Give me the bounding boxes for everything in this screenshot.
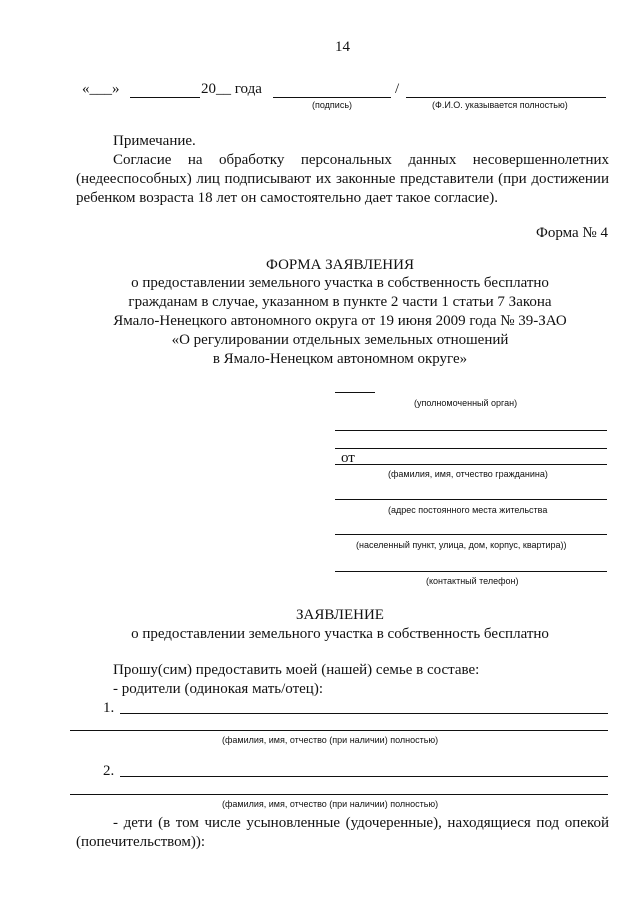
name-line[interactable]: [335, 464, 607, 465]
slash: /: [395, 81, 400, 97]
authority-line-short[interactable]: [335, 392, 375, 393]
address-line-2[interactable]: [335, 534, 607, 535]
children-line-1: - дети (в том числе усыновленные (удочеренные), находящиеся под опекой: [113, 815, 609, 831]
item-2-line[interactable]: [120, 776, 608, 777]
authority-line-2[interactable]: [335, 430, 607, 431]
item-2-number: 2.: [103, 763, 115, 779]
item-1-number: 1.: [103, 700, 115, 716]
statement-heading: ЗАЯВЛЕНИЕ: [296, 607, 384, 623]
address-line[interactable]: [335, 499, 607, 500]
address-caption-2: (населенный пункт, улица, дом, корпус, квартира)): [356, 540, 567, 550]
children-line-2: (попечительством)):: [76, 834, 206, 850]
item-1-line[interactable]: [120, 713, 608, 714]
item-2-caption: (фамилия, имя, отчество (при наличии) полностью): [222, 799, 439, 809]
authority-caption: (уполномоченный орган): [414, 398, 518, 408]
from-label: от: [341, 450, 355, 466]
fio-caption: (Ф.И.О. указывается полностью): [432, 100, 568, 110]
statement-subheading: о предоставлении земельного участка в собственность бесплатно: [131, 626, 549, 642]
form-title-line-1: о предоставлении земельного участка в собственность бесплатно: [131, 275, 549, 291]
page-number: 14: [335, 39, 350, 55]
date-month-line[interactable]: [130, 97, 200, 98]
address-caption: (адрес постоянного места жительства: [388, 505, 548, 515]
signature-line[interactable]: [273, 97, 391, 98]
form-title-line-2: гражданам в случае, указанном в пункте 2 части 1 статьи 7 Закона: [128, 294, 552, 310]
authority-line-3[interactable]: [335, 448, 607, 449]
note-line-3: ребенком возраста 18 лет он самостоятельно дает такое согласие).: [76, 190, 498, 206]
note-line-1: Согласие на обработку персональных данных несовершеннолетних: [113, 152, 609, 168]
phone-caption: (контактный телефон): [426, 576, 519, 586]
form-title-line-3: Ямало-Ненецкого автономного округа от 19 июня 2009 года № 39-ЗАО: [113, 313, 567, 329]
item-1-line-2[interactable]: [70, 730, 608, 731]
item-1-caption: (фамилия, имя, отчество (при наличии) полностью): [222, 735, 439, 745]
item-2-line-2[interactable]: [70, 794, 608, 795]
form-title-line-4: «О регулировании отдельных земельных отношений: [171, 332, 509, 348]
fio-line[interactable]: [406, 97, 606, 98]
form-number: Форма № 4: [536, 225, 608, 241]
request-text: Прошу(сим) предоставить моей (нашей) семье в составе:: [113, 662, 480, 678]
parents-label: - родители (одинокая мать/отец):: [113, 681, 323, 697]
note-line-2: (недееспособных) лиц подписывают их законные представители (при достижении: [76, 171, 609, 187]
signature-caption: (подпись): [312, 100, 353, 110]
date-day-field[interactable]: «___»: [82, 81, 120, 97]
form-title-line-5: в Ямало-Ненецком автономном округе»: [212, 351, 468, 367]
name-caption: (фамилия, имя, отчество гражданина): [388, 469, 548, 479]
note-heading: Примечание.: [113, 133, 196, 149]
form-title-heading: ФОРМА ЗАЯВЛЕНИЯ: [266, 257, 414, 273]
date-year-field[interactable]: 20__ года: [201, 81, 262, 97]
phone-line[interactable]: [335, 571, 607, 572]
